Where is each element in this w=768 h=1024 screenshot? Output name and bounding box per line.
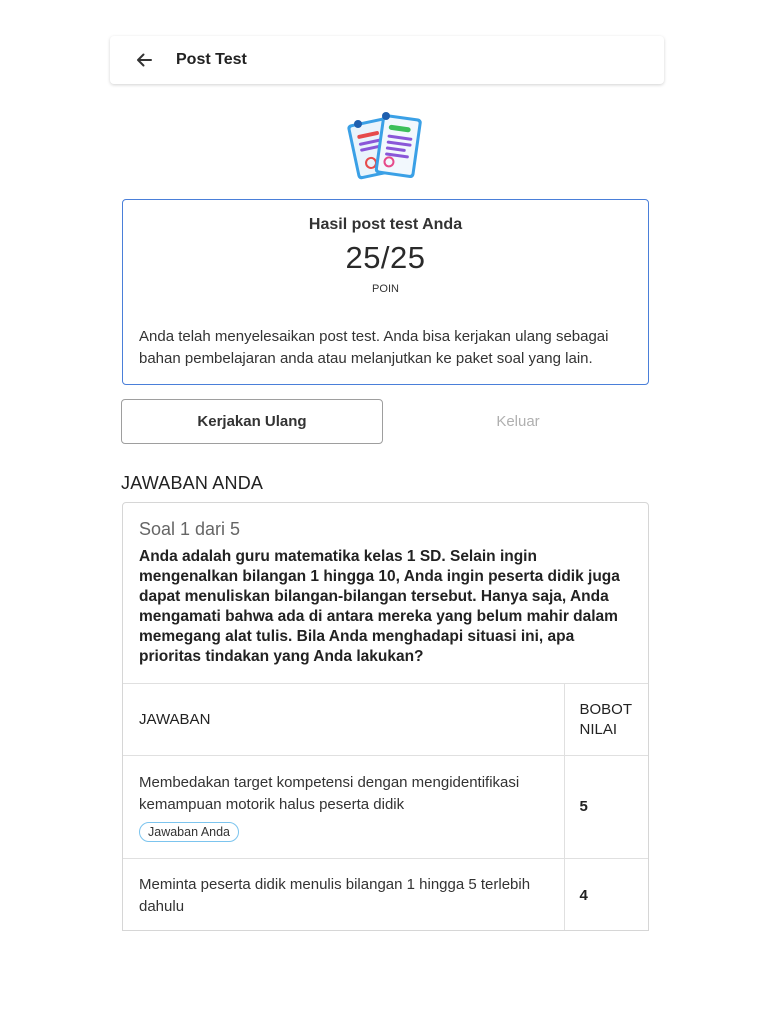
column-header-score: BOBOT NILAI — [564, 684, 648, 756]
answer-score: 5 — [579, 798, 588, 815]
back-button[interactable] — [122, 38, 166, 82]
answer-text: Meminta peserta didik menulis bilangan 1 hingga 5 terlebih dahulu — [139, 875, 531, 915]
documents-icon — [346, 110, 426, 184]
question-text: Anda adalah guru matematika kelas 1 SD. Selain ingin mengenalkan bilangan 1 hingga 10, Anda ingin peserta didik juga dapat menuliskan bilangan-bilangan tersebut. Hanya saja, Anda mengamati bahwa ada di antara mereka yang belum mahir dalam memegang alat tulis. Bila Anda menghadapi situasi ini, apa prioritas tindakan yang Anda lakukan? — [139, 548, 620, 665]
result-description: Anda telah menyelesaikan post test. Anda bisa kerjakan ulang sebagai bahan pembelajaran anda atau melanjutkan ke paket soal yang lain. — [139, 328, 609, 367]
arrow-left-icon — [134, 50, 154, 70]
result-score: 25/25 — [345, 240, 426, 275]
section-title: JAWABAN ANDA — [121, 473, 264, 493]
table-row — [123, 859, 648, 932]
table-row — [123, 756, 648, 859]
result-card — [122, 199, 649, 385]
answers-table — [123, 683, 648, 931]
app-bar — [110, 36, 664, 84]
question-counter: Soal 1 dari 5 — [139, 519, 241, 539]
result-heading: Hasil post test Anda — [308, 216, 463, 233]
answer-text: Membedakan target kompetensi dengan mengidentifikasi kemampuan motorik halus peserta didik — [139, 774, 520, 813]
answer-score: 4 — [579, 886, 588, 904]
column-header-answer: JAWABAN — [123, 684, 564, 756]
your-answer-badge: Jawaban Anda — [139, 822, 239, 842]
exit-button[interactable]: Keluar — [387, 399, 649, 444]
question-card — [122, 502, 649, 931]
retry-button[interactable]: Kerjakan Ulang — [121, 399, 383, 444]
result-unit: POIN — [372, 283, 399, 295]
page-title: Post Test — [176, 51, 247, 68]
